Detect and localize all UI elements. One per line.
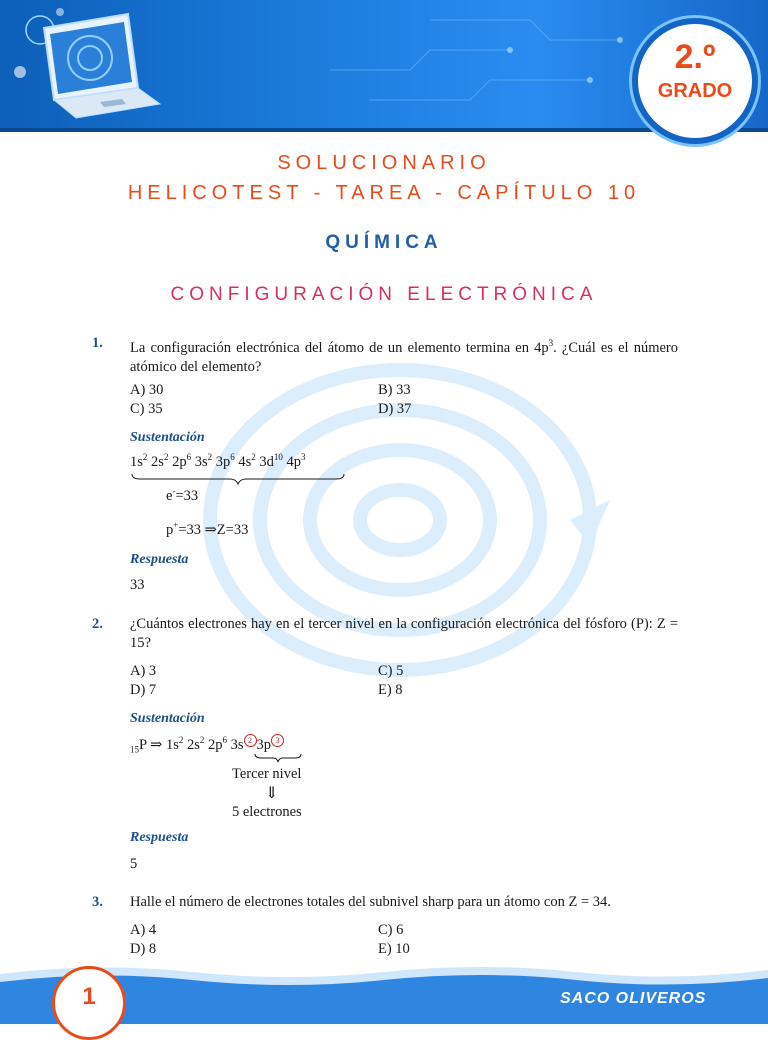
q1-answer: 33 — [130, 577, 145, 593]
q2-electron-count: 5 electrones — [232, 804, 302, 820]
circuit-decoration — [330, 0, 630, 132]
q1-option-c: C) 35 — [130, 401, 163, 417]
q1-option-b: B) 33 — [378, 382, 411, 398]
question-number: 1. — [92, 335, 103, 351]
q2-tercer-nivel: Tercer nivel — [232, 766, 302, 782]
q1-protons-line: p+=33 ⇒Z=33 — [166, 520, 249, 538]
grade-badge — [632, 18, 758, 144]
q2-electron-configuration: $_{15}$P ⇒ $1s^2$ $2s^2$ $2p^6$ 3s 2 3p 3 — [130, 734, 284, 755]
q2-underbrace — [253, 752, 303, 764]
question-1 — [92, 334, 678, 377]
circled-exponent: 3 — [271, 734, 284, 747]
grade-word: GRADO — [657, 80, 733, 102]
question-number: 2. — [92, 616, 103, 632]
q3-option-e: E) 10 — [378, 941, 410, 957]
q2-option-a: A) 3 — [130, 663, 157, 679]
q2-answer: 5 — [130, 856, 138, 872]
q2-option-d: D) 7 — [130, 682, 157, 698]
question-3 — [92, 893, 678, 912]
q2-sustentacion-label: Sustentación — [130, 711, 205, 726]
q1-electrons-line: e-=33 — [166, 486, 199, 504]
subject-title: QUÍMICA — [325, 232, 443, 253]
circled-exponent: 2 — [244, 734, 257, 747]
q3-option-d: D) 8 — [130, 941, 157, 957]
grade-number: 2.º — [674, 38, 716, 76]
down-double-arrow-icon: ⇓ — [265, 785, 279, 802]
question-text: La configuración electrónica del átomo de un elemento termina en $4p^3$. ¿Cuál es el número atómico del elemento? — [130, 338, 678, 375]
question-2 — [92, 615, 678, 653]
question-number: 3. — [92, 894, 103, 910]
q1-option-d: D) 37 — [378, 401, 412, 417]
title-solucionario: SOLUCIONARIO — [277, 152, 491, 174]
q1-underbrace — [130, 472, 346, 486]
q3-option-c: C) 6 — [378, 922, 404, 938]
page-number: 1 — [82, 983, 96, 1010]
q3-option-a: A) 4 — [130, 922, 157, 938]
q1-sustentacion-label: Sustentación — [130, 430, 205, 445]
topic-title: CONFIGURACIÓN ELECTRÓNICA — [170, 284, 598, 305]
q1-electron-configuration: $1s^2$ $2s^2$ $2p^6$ $3s^2$ $3p^6$ $4s^2$ $3d^{10}$ $4p^3$ — [130, 452, 306, 470]
q2-respuesta-label: Respuesta — [130, 830, 189, 845]
question-text: ¿Cuántos electrones hay en el tercer nivel en la configuración electrónica del fósforo (P): Z = 15? — [130, 616, 678, 651]
brand-logo: SACO OLIVEROS — [560, 990, 707, 1007]
laptop-illustration — [0, 0, 200, 132]
title-chapter: HELICOTEST - TAREA - CAPÍTULO 10 — [127, 182, 641, 204]
question-text: Halle el número de electrones totales del subnivel sharp para un átomo con Z = 34. — [130, 894, 611, 910]
page-number-badge — [52, 966, 126, 1040]
q1-respuesta-label: Respuesta — [130, 552, 189, 567]
q1-option-a: A) 30 — [130, 382, 164, 398]
q2-option-c: C) 5 — [378, 663, 404, 679]
q2-option-e: E) 8 — [378, 682, 403, 698]
